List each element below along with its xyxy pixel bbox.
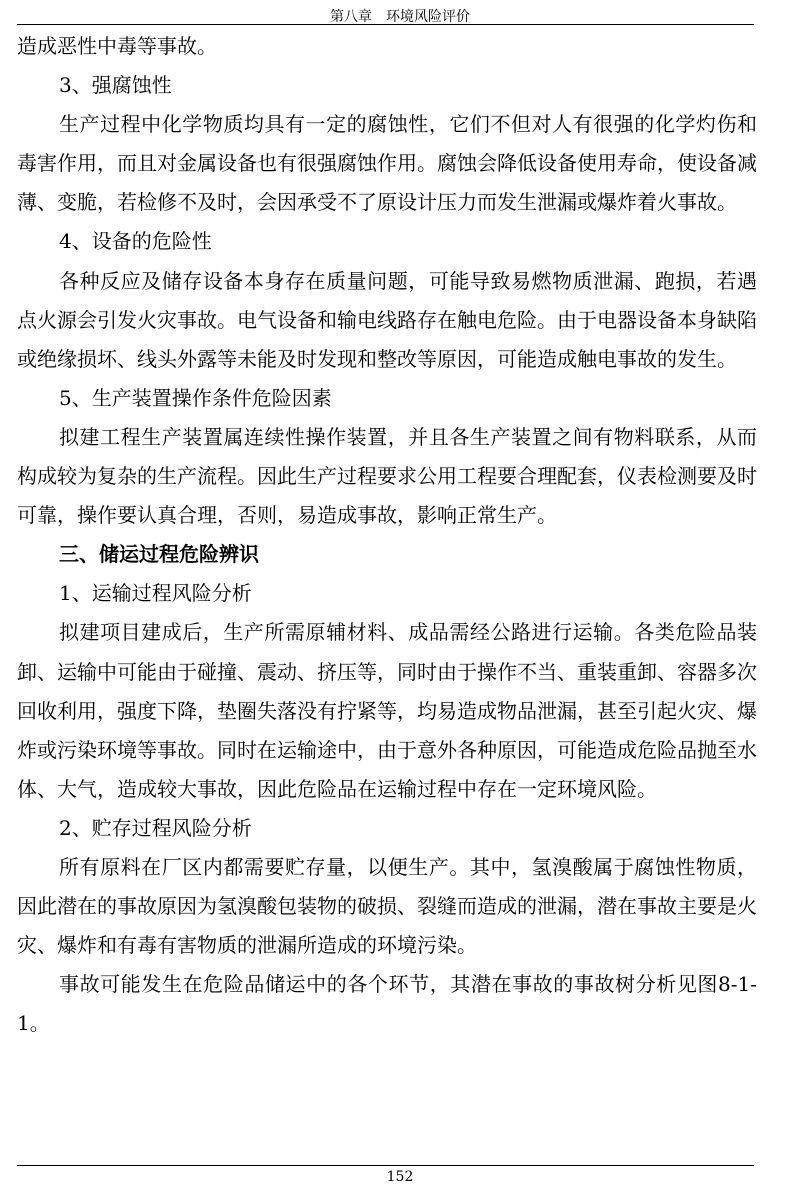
paragraph-fault-tree-reference: 事故可能发生在危险品储运中的各个环节，其潜在事故的事故树分析见图8-1-1。 <box>17 972 757 1036</box>
page-number: 152 <box>386 1169 414 1185</box>
section-heading-storage-transport: 三、储运过程危险辨识 <box>59 542 259 567</box>
heading-corrosion: 3、强腐蚀性 <box>59 73 172 98</box>
footer-rule <box>17 1165 754 1166</box>
heading-equipment-risk: 4、设备的危险性 <box>59 229 212 254</box>
header-rule <box>17 24 754 25</box>
paragraph-operating-conditions: 拟建工程生产装置属连续性操作装置，并且各生产装置之间有物料联系，从而构成较为复杂的生产流程。因此生产过程要求公用工程要合理配套，仪表检测要及时可靠，操作要认真合理，否则，易造成事故，影响正常生产。 <box>17 424 757 528</box>
heading-operating-conditions: 5、生产装置操作条件危险因素 <box>59 385 332 410</box>
paragraph-continuation: 造成恶性中毒等事故。 <box>17 34 217 58</box>
paragraph-equipment-risk: 各种反应及储存设备本身存在质量问题，可能导致易燃物质泄漏、跑损，若遇点火源会引发火灾事故。电气设备和输电线路存在触电危险。由于电器设备本身缺陷或绝缘损坏、线头外露等未能及时发现和整改等原因，可能造成触电事故的发生。 <box>17 268 757 371</box>
page-body <box>17 27 757 1043</box>
heading-transport-risk: 1、运输过程风险分析 <box>59 581 252 606</box>
heading-storage-risk: 2、贮存过程风险分析 <box>59 815 252 840</box>
paragraph-transport-risk: 拟建项目建成后，生产所需原辅材料、成品需经公路进行运输。各类危险品装卸、运输中可能由于碰撞、震动、挤压等，同时由于操作不当、重装重卸、容器多次回收利用，强度下降，垫圈失落没有拧紧等，均易造成物品泄漏，甚至引起火灾、爆炸或污染环境等事故。同时在运输途中，由于意外各种原因，可能造成危险品抛至水体、大气，造成较大事故，因此危险品在运输过程中存在一定环境风险。 <box>17 620 757 801</box>
paragraph-corrosion: 生产过程中化学物质均具有一定的腐蚀性，它们不但对人有很强的化学灼伤和毒害作用，而且对金属设备也有很强腐蚀作用。腐蚀会降低设备使用寿命，使设备减薄、变脆，若检修不及时，会因承受不了原设计压力而发生泄漏或爆炸着火事故。 <box>17 112 757 215</box>
paragraph-storage-risk: 所有原料在厂区内都需要贮存量，以便生产。其中，氢溴酸属于腐蚀性物质，因此潜在的事故原因为氢溴酸包装物的破损、裂缝而造成的泄漏，潜在事故主要是火灾、爆炸和有毒有害物质的泄漏所造成的环境污染。 <box>17 854 757 958</box>
running-header: 第八章 环境风险评价 <box>330 9 470 25</box>
